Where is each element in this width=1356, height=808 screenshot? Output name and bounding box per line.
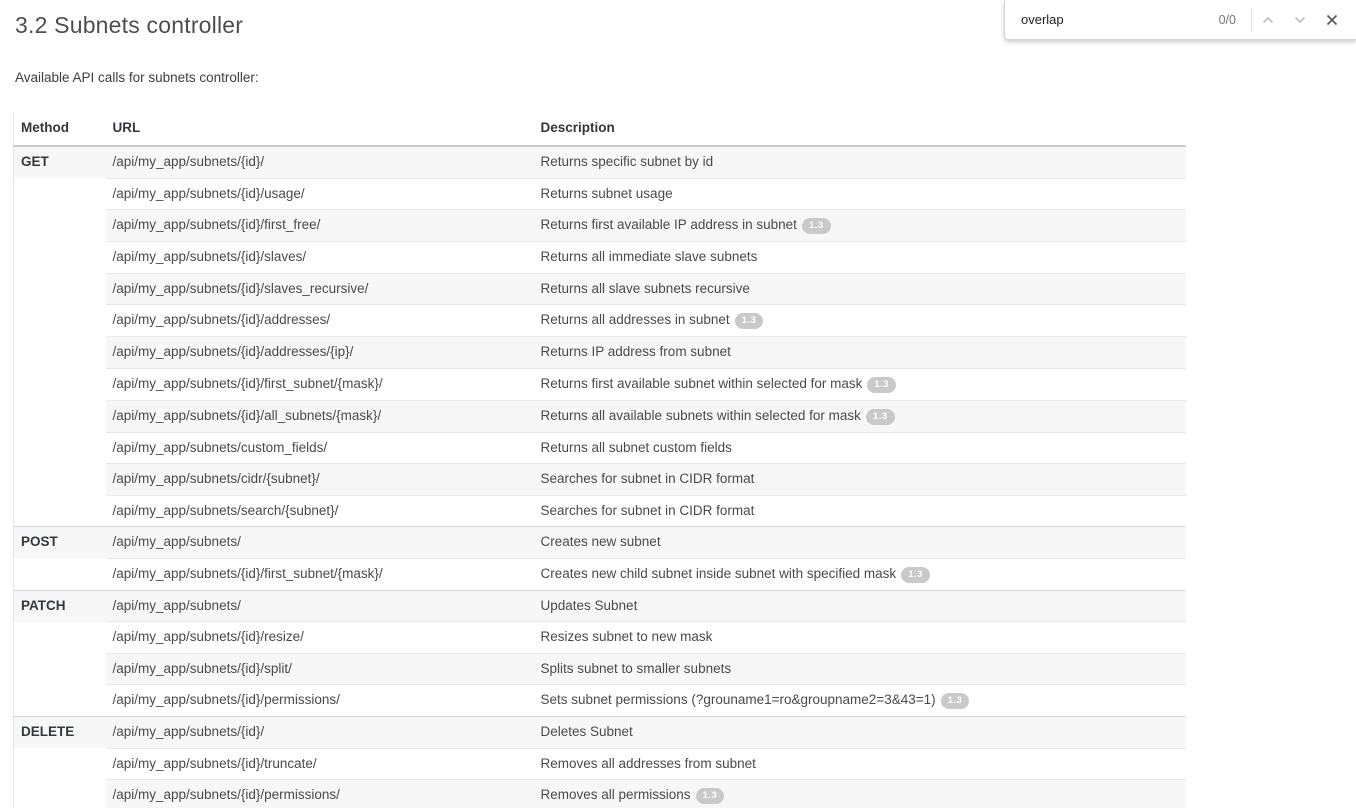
chevron-up-icon — [1262, 16, 1274, 24]
version-badge: 1.3 — [941, 693, 970, 709]
version-badge: 1.3 — [901, 567, 930, 583]
url-cell: /api/my_app/subnets/{id}/addresses/{ip}/ — [106, 337, 534, 369]
method-cell — [14, 464, 106, 496]
table-row — [14, 178, 1187, 210]
method-cell — [14, 748, 106, 780]
description-cell: Returns all subnet custom fields — [534, 432, 1187, 464]
url-cell: /api/my_app/subnets/{id}/addresses/ — [106, 305, 534, 337]
table-row — [14, 432, 1187, 464]
description-cell: Returns all slave subnets recursive — [534, 273, 1187, 305]
chevron-down-icon — [1294, 16, 1306, 24]
method-cell: GET — [14, 146, 106, 178]
method-cell — [14, 495, 106, 527]
api-table-body — [14, 146, 1187, 808]
table-row — [14, 527, 1187, 559]
method-cell — [14, 368, 106, 400]
url-cell: /api/my_app/subnets/{id}/split/ — [106, 653, 534, 685]
method-cell — [14, 178, 106, 210]
url-cell: /api/my_app/subnets/search/{subnet}/ — [106, 495, 534, 527]
method-cell — [14, 242, 106, 274]
method-cell — [14, 558, 106, 590]
column-header-url: URL — [106, 112, 534, 146]
method-cell — [14, 210, 106, 242]
page-title: 3.2 Subnets controller — [15, 12, 244, 38]
url-cell: /api/my_app/subnets/ — [106, 527, 534, 559]
description-cell: Resizes subnet to new mask — [534, 622, 1187, 654]
table-row — [14, 146, 1187, 178]
url-cell: /api/my_app/subnets/{id}/first_free/ — [106, 210, 534, 242]
find-input[interactable] — [1021, 12, 1219, 27]
method-cell — [14, 685, 106, 717]
table-row — [14, 558, 1187, 590]
method-cell — [14, 273, 106, 305]
table-row — [14, 273, 1187, 305]
url-cell: /api/my_app/subnets/{id}/truncate/ — [106, 748, 534, 780]
url-cell: /api/my_app/subnets/ — [106, 590, 534, 622]
description-cell: Creates new child subnet inside subnet with specified mask 1.3 — [534, 558, 1187, 590]
method-cell: DELETE — [14, 717, 106, 749]
find-previous-button[interactable] — [1252, 4, 1284, 36]
table-row — [14, 368, 1187, 400]
version-badge: 1.3 — [735, 313, 764, 329]
version-badge: 1.3 — [867, 377, 896, 393]
url-cell: /api/my_app/subnets/{id}/usage/ — [106, 178, 534, 210]
table-header-row — [14, 112, 1187, 146]
url-cell: /api/my_app/subnets/{id}/ — [106, 717, 534, 749]
url-cell: /api/my_app/subnets/custom_fields/ — [106, 432, 534, 464]
table-row — [14, 622, 1187, 654]
description-cell: Returns specific subnet by id — [534, 146, 1187, 178]
description-cell: Splits subnet to smaller subnets — [534, 653, 1187, 685]
table-row — [14, 780, 1187, 808]
description-cell: Creates new subnet — [534, 527, 1187, 559]
version-badge: 1.3 — [866, 409, 895, 425]
description-cell: Returns IP address from subnet — [534, 337, 1187, 369]
table-row — [14, 337, 1187, 369]
column-header-method: Method — [14, 112, 106, 146]
url-cell: /api/my_app/subnets/{id}/first_subnet/{mask}/ — [106, 558, 534, 590]
description-cell: Returns first available IP address in subnet 1.3 — [534, 210, 1187, 242]
close-icon — [1326, 14, 1338, 26]
table-row — [14, 717, 1187, 749]
description-cell: Removes all addresses from subnet — [534, 748, 1187, 780]
description-cell: Returns all available subnets within selected for mask 1.3 — [534, 400, 1187, 432]
description-cell: Returns first available subnet within selected for mask 1.3 — [534, 368, 1187, 400]
description-cell: Searches for subnet in CIDR format — [534, 495, 1187, 527]
table-row — [14, 210, 1187, 242]
find-next-button[interactable] — [1284, 4, 1316, 36]
url-cell: /api/my_app/subnets/{id}/all_subnets/{mask}/ — [106, 400, 534, 432]
description-cell: Deletes Subnet — [534, 717, 1187, 749]
url-cell: /api/my_app/subnets/{id}/ — [106, 146, 534, 178]
method-cell — [14, 337, 106, 369]
find-close-button[interactable] — [1316, 4, 1348, 36]
find-match-count: 0/0 — [1218, 12, 1236, 27]
method-cell: PATCH — [14, 590, 106, 622]
method-cell — [14, 622, 106, 654]
url-cell: /api/my_app/subnets/{id}/permissions/ — [106, 780, 534, 808]
description-cell: Updates Subnet — [534, 590, 1187, 622]
url-cell: /api/my_app/subnets/{id}/permissions/ — [106, 685, 534, 717]
description-cell: Removes all permissions 1.3 — [534, 780, 1187, 808]
url-cell: /api/my_app/subnets/{id}/first_subnet/{mask}/ — [106, 368, 534, 400]
method-cell — [14, 653, 106, 685]
method-cell: POST — [14, 527, 106, 559]
description-cell: Returns subnet usage — [534, 178, 1187, 210]
version-badge: 1.3 — [696, 788, 725, 804]
description-cell: Searches for subnet in CIDR format — [534, 464, 1187, 496]
api-calls-table — [13, 112, 1186, 808]
method-cell — [14, 432, 106, 464]
browser-find-bar — [1004, 0, 1356, 40]
url-cell: /api/my_app/subnets/{id}/resize/ — [106, 622, 534, 654]
table-row — [14, 400, 1187, 432]
table-row — [14, 305, 1187, 337]
method-cell — [14, 400, 106, 432]
url-cell: /api/my_app/subnets/{id}/slaves/ — [106, 242, 534, 274]
method-cell — [14, 305, 106, 337]
table-row — [14, 495, 1187, 527]
description-cell: Returns all addresses in subnet 1.3 — [534, 305, 1187, 337]
table-row — [14, 685, 1187, 717]
table-row — [14, 653, 1187, 685]
column-header-description: Description — [534, 112, 1187, 146]
url-cell: /api/my_app/subnets/{id}/slaves_recursive/ — [106, 273, 534, 305]
table-row — [14, 748, 1187, 780]
version-badge: 1.3 — [802, 218, 831, 234]
description-cell: Returns all immediate slave subnets — [534, 242, 1187, 274]
description-cell: Sets subnet permissions (?grouname1=ro&groupname2=3&43=1) 1.3 — [534, 685, 1187, 717]
intro-text: Available API calls for subnets controller: — [15, 70, 259, 85]
url-cell: /api/my_app/subnets/cidr/{subnet}/ — [106, 464, 534, 496]
table-row — [14, 464, 1187, 496]
method-cell — [14, 780, 106, 808]
table-row — [14, 590, 1187, 622]
table-row — [14, 242, 1187, 274]
